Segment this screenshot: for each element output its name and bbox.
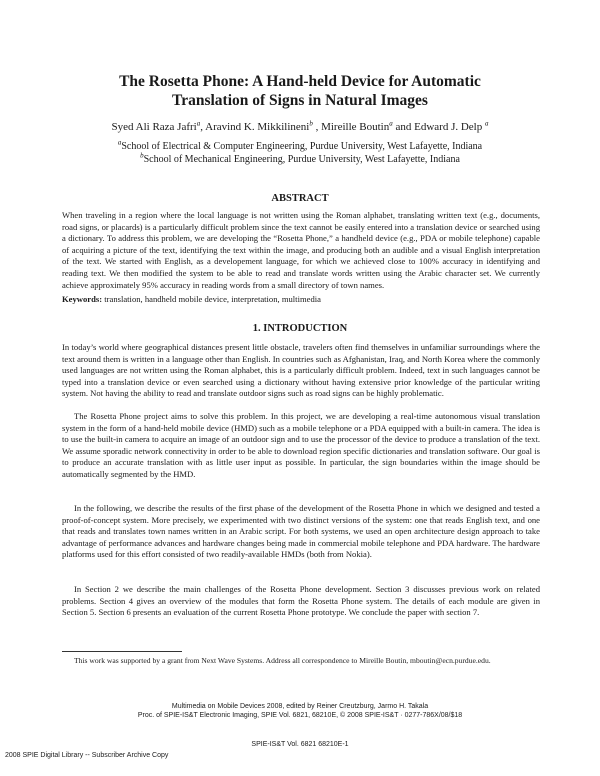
keywords-text: translation, handheld mobile device, interpretation, multimedia [104,294,321,304]
footnote-divider [62,651,182,652]
page-identifier: SPIE-IS&T Vol. 6821 68210E-1 [251,741,349,748]
title-line-2: Translation of Signs in Natural Images [172,92,428,109]
proceedings-line-1: Multimedia on Mobile Devices 2008, edited by Reiner Creutzburg, Jarmo H. Takala [171,703,429,710]
intro-paragraph-4: In Section 2 we describe the main challenges of the Rosetta Phone development. Section 3 discusses previous work on related problems. Section 4 gives an overview of the modules that form the Rosetta Phone system. The details of each module are given in Section 5. Section 6 presents an evaluation of the current Rosetta Phone prototype. We conclude the paper with section 7. [62,584,540,618]
affiliation [40,138,560,154]
author-name: Edward J. Delp [414,121,483,133]
author-list: Syed Ali Raza Jafri$^a$, Aravind K. Mikkilineni$^b$ , Mireille Boutin$^a$ and Edward J. Delp $^a$ [111,119,489,133]
intro-paragraph-3: In the following, we describe the results of the first phase of the development of the Rosetta Phone in which we designed and tested a proof-of-concept system. More precisely, we experimented with two distinct versions of the system: one that reads English text, and one that reads and translates town names written in an Arabic script. For both systems, we used an open architecture design approach to take advantage of performance advances and hardware changes being made in commercial mobile telephone and PDA hardware. The hardware platforms used for this effort consisted of two readily-available HMDs (both from Nokia). [62,503,540,560]
author-name: Syed Ali Raza Jafri [111,121,197,133]
author-affil-mark: a [484,119,489,128]
section-heading-introduction: 1. INTRODUCTION [252,323,348,334]
affiliation-text: School of Mechanical Engineering, Purdue University, West Lafayette, Indiana [143,153,460,165]
title-line-1: The Rosetta Phone: A Hand-held Device for Automatic [119,73,481,90]
keywords-label: Keywords: [62,294,103,304]
author-affil-mark: b [309,119,313,128]
abstract-heading: ABSTRACT [271,193,329,204]
proceedings-line-2: Proc. of SPIE-IS&T Electronic Imaging, SPIE Vol. 6821, 68210E, © 2008 SPIE-IS&T · 0277-786X/08/$18 [137,712,463,719]
affiliation-list [40,138,560,166]
footnote: This work was supported by a grant from Next Wave Systems. Address all correspondence to Mireille Boutin, mboutin@ecn.purdue.edu. [74,656,491,665]
affiliation [40,151,560,167]
affiliation-mark: a [117,138,122,147]
abstract-text: When traveling in a region where the local language is not written using the Roman alphabet, translating written text (e.g., documents, road signs, or placards) is a particularly difficult problem since the text cannot be easily entered into a translation device or searched using a dictionary. To address this problem, we are developing the “Rosetta Phone,” a handheld device (e.g., PDA or mobile telephone) capable of acquiring a picture of the text, identifying the text within the image, and producing both an audible and a visual English interpretation of the text. We started with English, as a developement language, for which we achieved close to 100% accuracy in identifying and reading text. We then modified the system to be able to read and translate words written using the Arabic character set. We currently achieve approximately 95% accuracy in reading words from a small directory of town names. [62,210,540,290]
author-name: Mireille Boutin [321,121,390,133]
author-affil-mark: a [196,119,201,128]
proceedings-info [60,702,540,720]
affiliation-mark: b [140,151,144,160]
author-name: Aravind K. Mikkilineni [205,121,310,133]
archive-note: 2008 SPIE Digital Library -- Subscriber Archive Copy [5,752,169,759]
intro-paragraph-1: In today’s world where geographical distances present little obstacle, travelers often find themselves in unfamiliar surroundings where the text around them is written in a language other than English. In countries such as Afghanistan, Iraq, and North Korea where the commonly used languages are not written using the Roman alphabet, this is a particularly difficult problem. Indeed, text in such languages cannot be typed into a translation device or even searched using a dictionary without having extensive prior knowledge of the particular writing system. Not having the ability to read and translate outdoor signs such as road signs can be highly problematic. [62,342,540,399]
intro-paragraph-2: The Rosetta Phone project aims to solve this problem. In this project, we are developing a real-time autonomous visual translation system in the form of a hand-held mobile device (HMD) such as a mobile telephone or a PDA equipped with a built-in camera. The idea is to use the built-in camera to acquire an image of an outdoor sign and to use the processor of the device to produce a translation of the text. We assume sporadic network connectivity in order to be able to download region specific dictionaries and translation software. Our goal is to produce an accurate translation with as little user input as possible. In particular, the sign boundaries within the image should be automatically segmented by the HMD. [62,411,540,479]
author-affil-mark: a [389,119,393,128]
affiliation-text: School of Electrical & Computer Engineering, Purdue University, West Lafayette, Indiana [121,141,483,152]
paper-title [60,72,540,110]
keywords [62,294,540,306]
